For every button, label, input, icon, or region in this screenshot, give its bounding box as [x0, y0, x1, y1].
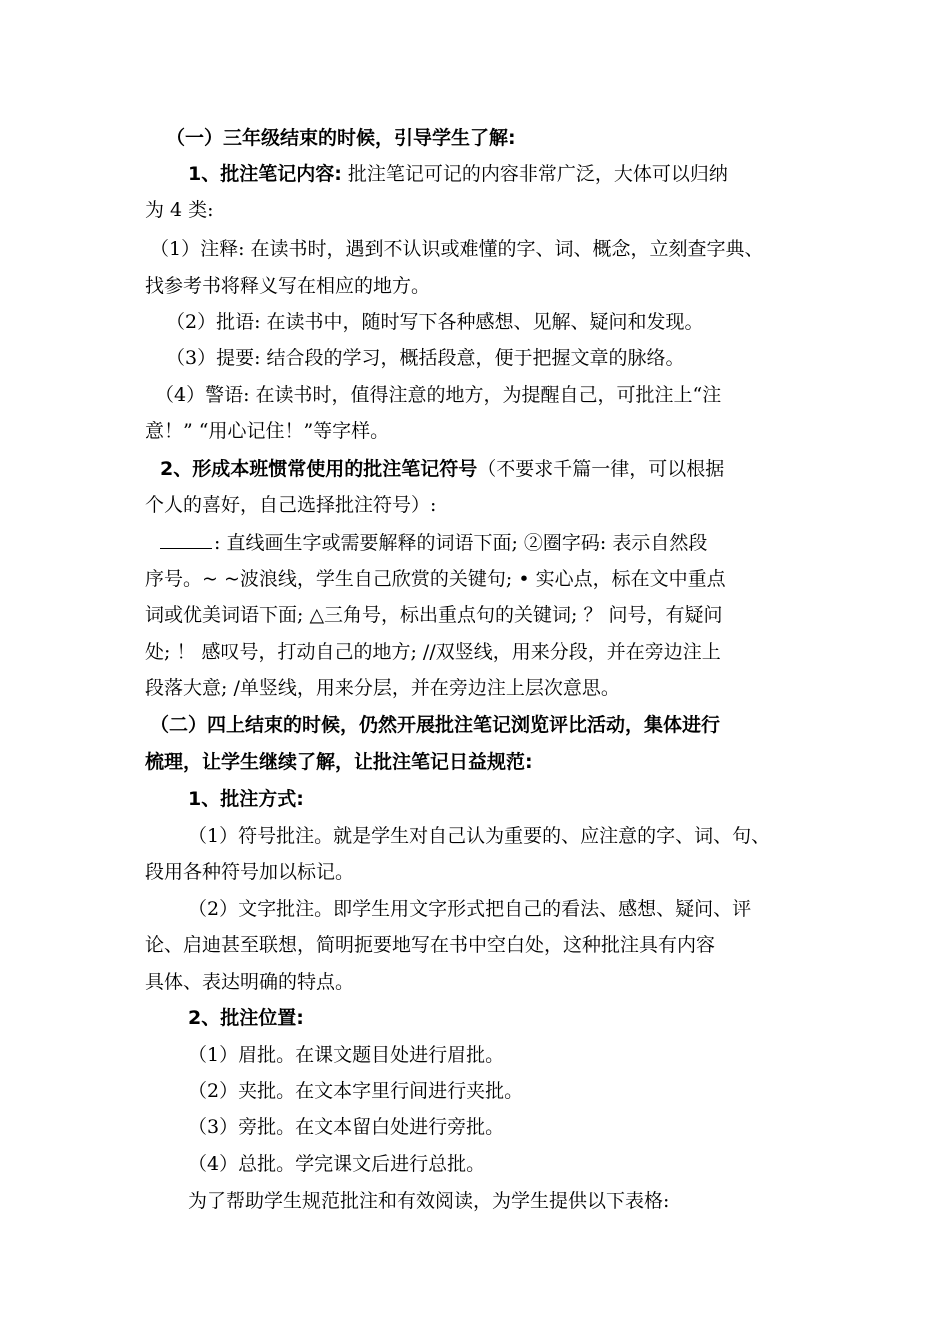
list-item-summary: （3）提要: 结合段的学习，概括段意，便于把握文章的脉络。 — [166, 347, 685, 369]
paragraph-line: 段用各种符号加以标记。 — [145, 861, 355, 883]
subheading-methods: 1、批注方式: — [188, 788, 304, 810]
list-item-symbol-annotation: （1）符号批注。就是学生对自己认为重要的、应注意的字、词、句、 — [188, 825, 771, 847]
subheading-symbols: 2、形成本班惯常使用的批注笔记符号（不要求千篇一律，可以根据 — [160, 458, 725, 480]
symbol-list-line: : 直线画生字或需要解释的词语下面; ②圈字码: 表示自然段 — [160, 530, 707, 554]
paragraph-line: 为 4 类: — [145, 199, 214, 221]
section-heading-1: （一）三年级结束的时候，引导学生了解: — [166, 127, 516, 149]
symbol-list-line: 序号。~ ~波浪线，学生自己欣赏的关键句; • 实心点，标在文中重点 — [145, 568, 726, 590]
closing-paragraph: 为了帮助学生规范批注和有效阅读，为学生提供以下表格: — [188, 1190, 670, 1212]
section-heading-2: （二）四上结束的时候，仍然开展批注笔记浏览评比活动，集体进行 — [150, 714, 721, 736]
symbol-list-line: 段落大意; /单竖线，用来分层，并在旁边注上层次意思。 — [145, 677, 620, 699]
paragraph-line: 论、启迪甚至联想，简明扼要地写在书中空白处，这种批注具有内容 — [145, 934, 716, 956]
list-item-annotation: （1）注释: 在读书时，遇到不认识或难懂的字、词、概念，立刻查字典、 — [150, 238, 764, 260]
subheading-positions: 2、批注位置: — [188, 1007, 304, 1029]
list-item-warning: （4）警语: 在读书时，值得注意的地方，为提醒自己，可批注上“注 — [155, 384, 722, 406]
paragraph-line: 找参考书将释义写在相应的地方。 — [145, 275, 431, 297]
list-item-inline-annotation: （2）夹批。在文本字里行间进行夹批。 — [188, 1080, 524, 1102]
blank-underline — [160, 530, 212, 549]
paragraph-line: 意！” “用心记住！”等字样。 — [145, 420, 390, 442]
paragraph-line: 个人的喜好，自己选择批注符号）: — [145, 494, 437, 516]
symbol-list-line: 词或优美词语下面; △三角号，标出重点句的关键词; ？ 问号，有疑问 — [145, 604, 723, 626]
section-heading-2-cont: 梳理，让学生继续了解，让批注笔记日益规范: — [145, 751, 533, 773]
list-item-side-annotation: （3）旁批。在文本留白处进行旁批。 — [188, 1116, 505, 1138]
list-item-final-annotation: （4）总批。学完课文后进行总批。 — [188, 1153, 486, 1175]
list-item-top-annotation: （1）眉批。在课文题目处进行眉批。 — [188, 1044, 505, 1066]
subheading-content: 1、批注笔记内容: 批注笔记可记的内容非常广泛，大体可以归纳 — [188, 163, 728, 185]
list-item-text-annotation: （2）文字批注。即学生用文字形式把自己的看法、感想、疑问、评 — [188, 898, 752, 920]
symbol-list-line: 处; ！ 感叹号，打动自己的地方; //双竖线，用来分段，并在旁边注上 — [145, 641, 721, 663]
list-item-comment: （2）批语: 在读书中，随时写下各种感想、见解、疑问和发现。 — [166, 311, 704, 333]
paragraph-line: 具体、表达明确的特点。 — [145, 971, 355, 993]
